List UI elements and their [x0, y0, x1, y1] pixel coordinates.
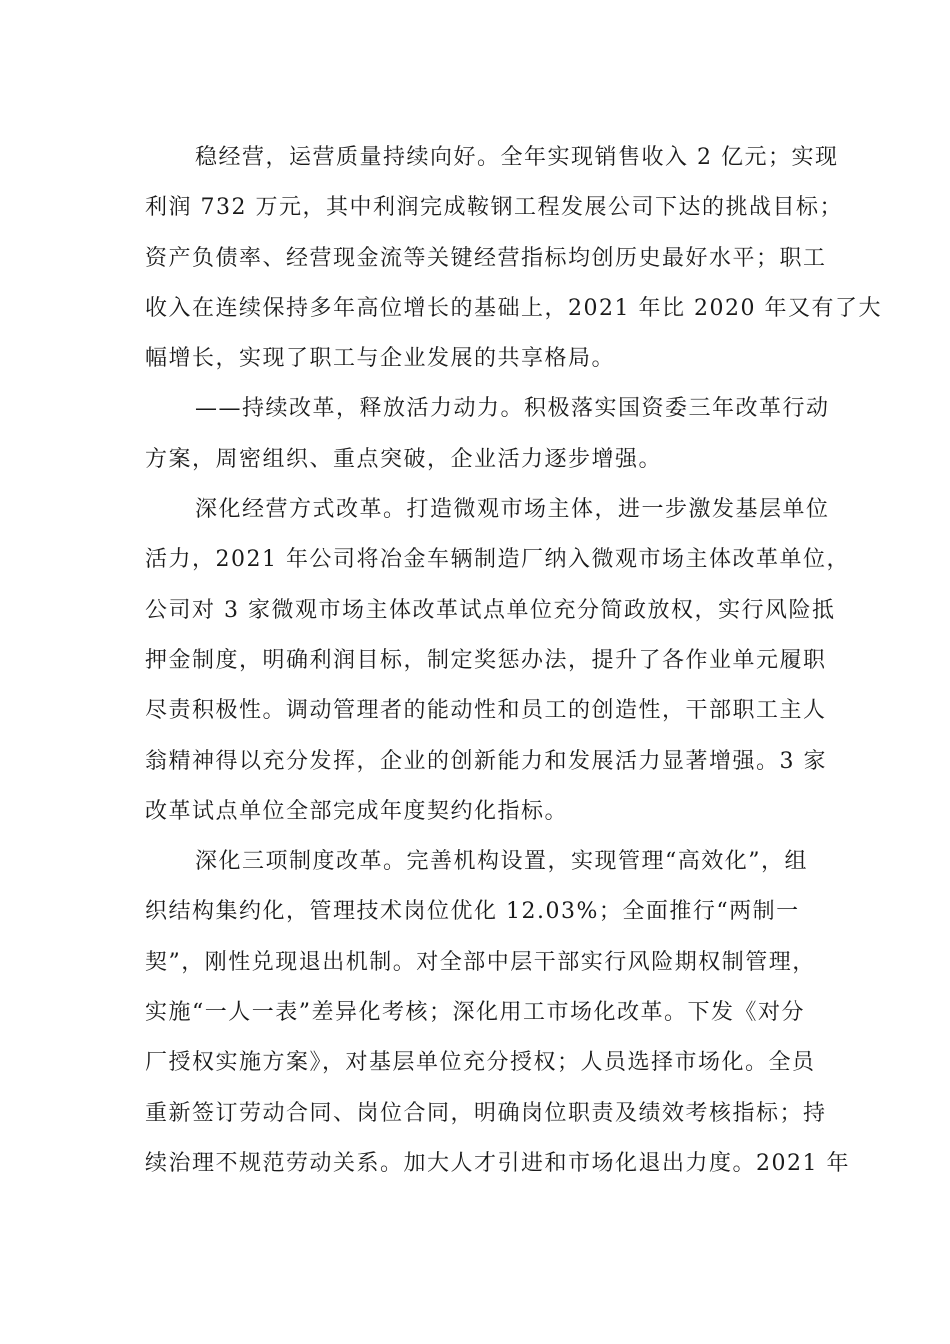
text-line-16: 织结构集约化，管理技术岗位优化 12.03%；全面推行“两制一 — [145, 899, 800, 925]
text-line-10: 公司对 3 家微观市场主体改革试点单位充分简政放权，实行风险抵 — [145, 597, 836, 623]
text-line-21: 续治理不规范劳动关系。加大人才引进和市场化退出力度。2021 年 — [145, 1150, 850, 1176]
text-line-9: 活力，2021 年公司将冶金车辆制造厂纳入微观市场主体改革单位， — [145, 547, 850, 573]
text-line-4: 收入在连续保持多年高位增长的基础上，2021 年比 2020 年又有了大 — [145, 295, 882, 321]
text-line-20: 重新签订劳动合同、岗位合同，明确岗位职责及绩效考核指标；持 — [145, 1100, 827, 1126]
text-line-8: 深化经营方式改革。打造微观市场主体，进一步激发基层单位 — [195, 497, 830, 523]
body-text — [145, 133, 882, 1189]
text-line-12: 尽责积极性。调动管理者的能动性和员工的创造性，干部职工主人 — [145, 698, 827, 724]
text-line-13: 翁精神得以充分发挥，企业的创新能力和发展活力显著增强。3 家 — [145, 748, 827, 774]
text-line-2: 利润 732 万元，其中利润完成鞍钢工程发展公司下达的挑战目标； — [145, 195, 843, 221]
text-line-3: 资产负债率、经营现金流等关键经营指标均创历史最好水平；职工 — [145, 245, 827, 271]
text-line-6: ——持续改革，释放活力动力。积极落实国资委三年改革行动 — [195, 396, 830, 422]
text-line-1: 稳经营，运营质量持续向好。全年实现销售收入 2 亿元；实现 — [195, 145, 839, 170]
text-line-18: 实施“一人一表”差异化考核；深化用工市场化改革。下发《对分 — [145, 1000, 805, 1026]
text-line-17: 契”，刚性兑现退出机制。对全部中层干部实行风险期权制管理， — [145, 949, 816, 975]
text-line-7: 方案，周密组织、重点突破，企业活力逐步增强。 — [145, 446, 663, 472]
text-line-15: 深化三项制度改革。完善机构设置，实现管理“高效化”，组 — [195, 849, 808, 875]
text-line-5: 幅增长，实现了职工与企业发展的共享格局。 — [145, 346, 616, 372]
text-line-19: 厂授权实施方案》，对基层单位充分授权；人员选择市场化。全员 — [145, 1050, 816, 1076]
text-line-11: 押金制度，明确利润目标，制定奖惩办法，提升了各作业单元履职 — [145, 647, 827, 673]
text-line-14: 改革试点单位全部完成年度契约化指标。 — [145, 798, 569, 824]
